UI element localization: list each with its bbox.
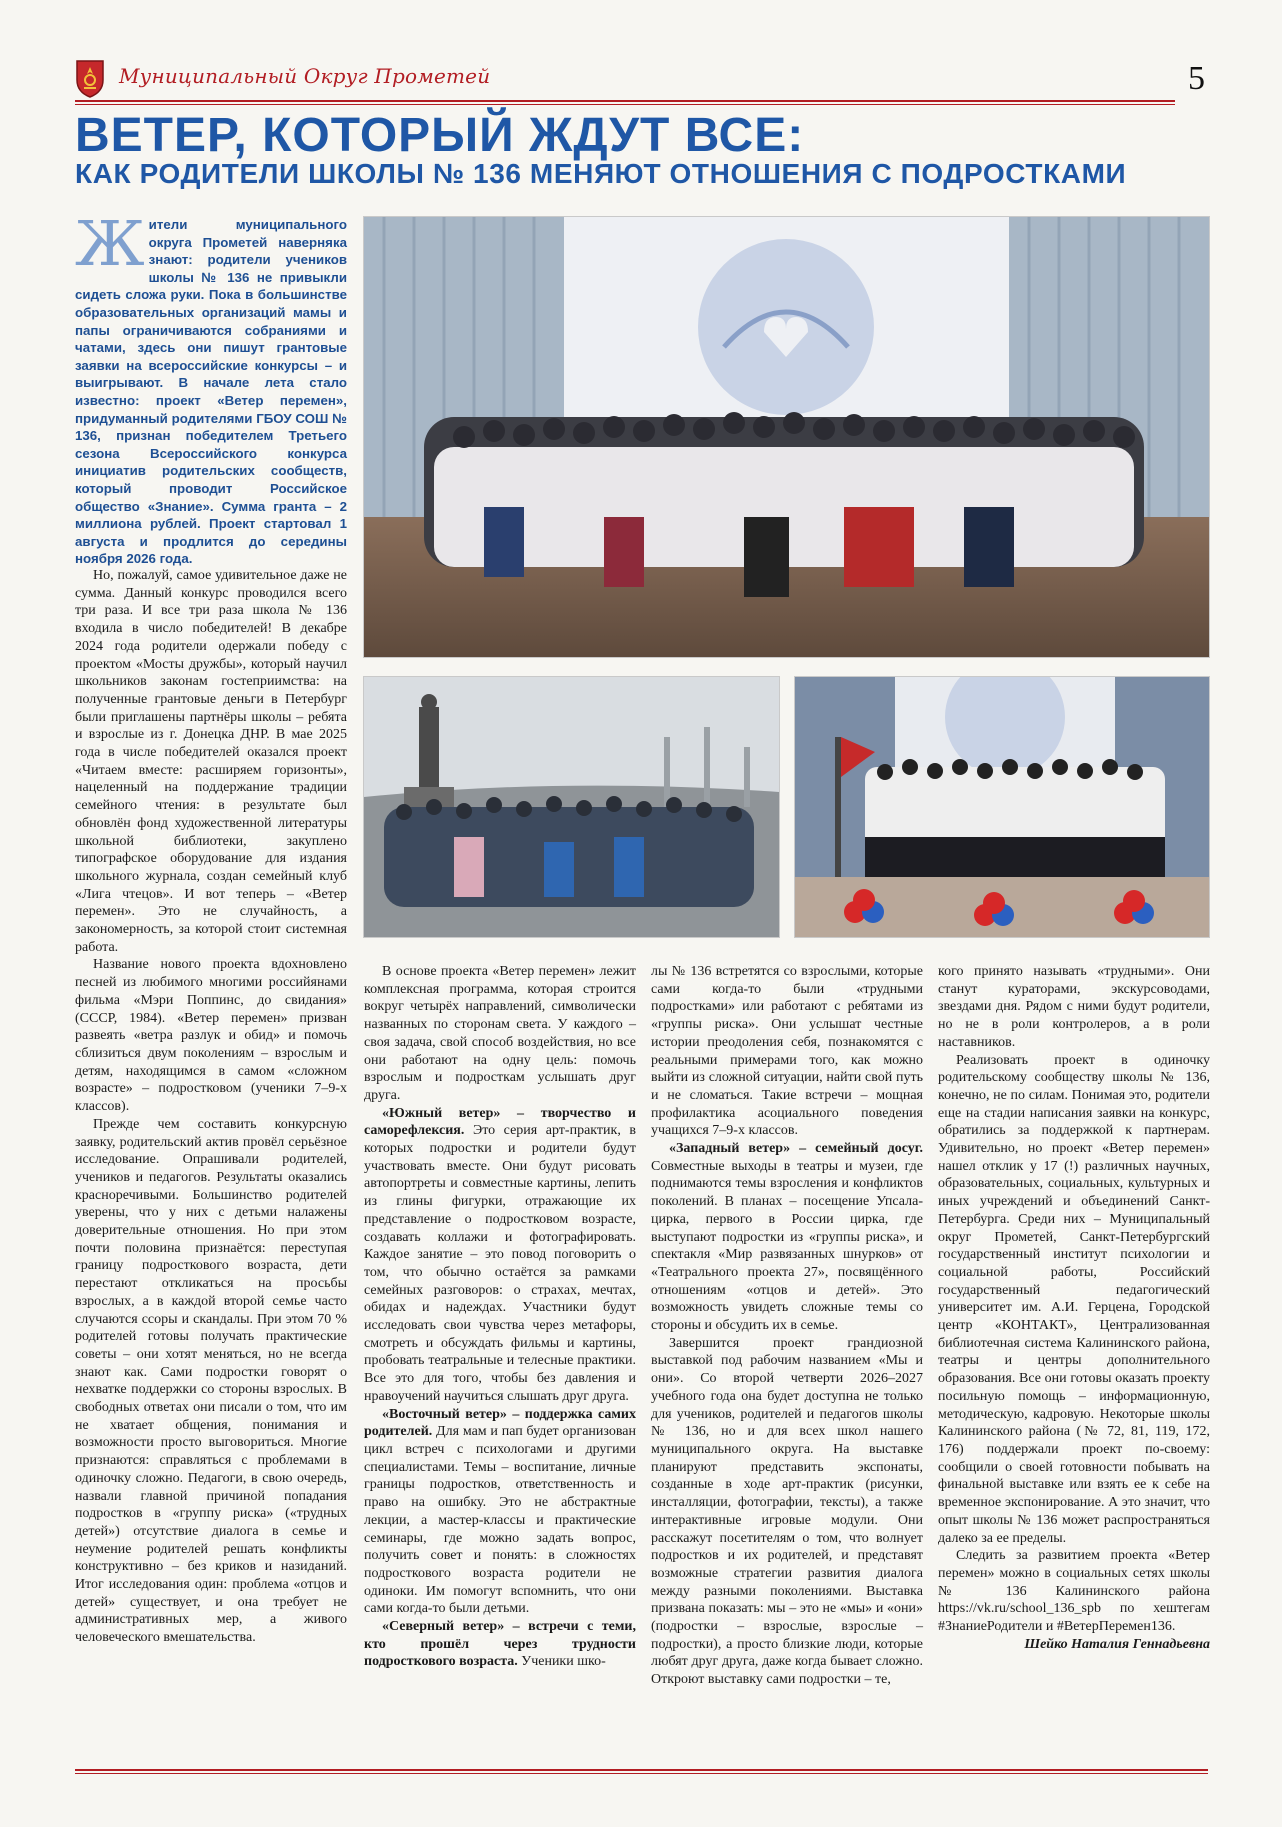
section-lead: «Восточный ветер» – поддержка самих родителей.: [364, 1406, 636, 1440]
author-signature: Шейко Наталия Геннадьевна: [1024, 1636, 1210, 1652]
coat-of-arms-icon: [75, 58, 105, 98]
paragraph-text: Совместные выходы в театры и музеи, где поднимаются темы взросления и конфликтов поколений. В планах – посещение Упсала-цирка, первого в России цирка, где выступают подростки из «группы риска», и спектакля «Мир развязанных шнурков» от «Театрального проекта 27», посвящённого отношениям «отцов и детей». Это возможность увидеть сложные темы со стороны и обсудить их в семье.: [651, 1158, 923, 1334]
footer-rule-thin: [75, 1773, 1208, 1774]
section-lead: «Северный ветер» – встречи с теми, кто прошёл через трудности подросткового возраста.: [364, 1619, 636, 1670]
article-subheadline: КАК РОДИТЕЛИ ШКОЛЫ № 136 МЕНЯЮТ ОТНОШЕНИЯ С ПОДРОСТКАМИ: [75, 158, 1127, 189]
group-photo-stage: [363, 216, 1210, 658]
page-header: [75, 58, 1205, 102]
lead-text: ители муниципального округа Прометей наверняка знают: родители учеников школы № 136 не привыкли сидеть сложа руки. Пока в большинстве образовательных организаций мамы и папы ограничиваются собраниями и чатами, здесь они пишут грантовые заявки на всероссийские конкурсы – и выигрывают. В начале лета стало известно: проект «Ветер перемен», придуманный родителями ГБОУ СОШ № 136, признан победителем Третьего сезона Всероссийского конкурса инициатив родительских сообществ, который проводит Российское общество «Знание». Сумма гранта – 2 миллиона рублей. Проект стартовал 1 августа и продлится до середины ноября 2026 года.: [75, 217, 347, 567]
paragraph-text: Ученики шко-: [517, 1654, 606, 1670]
page-number: 5: [1188, 60, 1205, 97]
photo-group-outdoor: [364, 677, 779, 937]
paragraph: Следить за развитием проекта «Ветер перемен» можно в социальных сетях школы № 136 Калининского района https://vk.ru/school_136_spb по хештегам #ЗнаниеРодители и #ВетерПеремен136.: [938, 1548, 1210, 1635]
paragraph: Реализовать проект в одиночку родительскому сообществу школы № 136, конечно, не по силам. Понимая это, родители еще на стадии написания заявки на конкурс, обратились за поддержкой к партнерам. Удивительно, но проект «Ветер перемен» нашел отклик у 17 (!) различных научных, образовательных, социальных, культурных и иных учреждений и объединений Санкт-Петербурга. Среди них – Муниципальный округ Прометей, Санкт-Петербургский государственный институт психологии и социальной работы, Российский государственный педагогический университет им. А.И. Герцена, Городской центр «КОНТАКТ», Централизованная библиотечная система Калининского района, театры и центры дополнительного образования. Все они готовы оказать проекту посильную помощь – информационную, методическую, кадровую. Некоторые школы Калининского района (№ 72, 81, 119, 172, 176) поддержали проект по-своему: сообщили о своей готовности побывать на финальной выставке или взять ее к себе на временное экспонирование. А это значит, что опыт школы № 136 может распространяться далеко за ее пределы.: [938, 1052, 1210, 1546]
section-lead: «Западный ветер» – семейный досуг.: [669, 1141, 923, 1157]
article-lead: [75, 207, 347, 568]
paragraph: Но, пожалуй, самое удивительное даже не сумма. Данный конкурс проводился всего три раза. И все три раза школа № 136 входила в число победителей! В декабре 2024 года родители одержали победу с проектом «Мосты дружбы», который научил школьников законам гостеприимства: на полученные грантовые деньги в Петербург были приглашены партнёры школы – ребята и взрослые из г. Донецка ДНР. В мае 2025 года в числе победителей оказался проект «Читаем вместе: расширяем горизонты», нацеленный на поддержание традиции семейного чтения: в результате был обновлён фонд художественной литературы школьной библиотеки, закуплено типографское оборудование для издания школьного журнала, создан семейный клуб «Лига чтецов». И вот теперь – «Ветер перемен». Это не случайность, а закономерность, за которой стоит системная работа.: [75, 568, 347, 955]
paragraph: В основе проекта «Ветер перемен» лежит комплексная программа, которая строится вокруг четырёх направлений, символически названных по сторонам света. У каждого – своя задача, свой способ воздействия, но все они работают на одну цель: помочь взрослым и подросткам услышать друг друга.: [364, 964, 636, 1103]
footer-rule: [75, 1769, 1208, 1771]
group-photo-performance: [794, 676, 1210, 938]
drop-cap: Ж: [75, 207, 145, 280]
column-1: [75, 567, 347, 1647]
column-4: [938, 963, 1210, 1653]
photo-group-performance: [795, 677, 1209, 937]
column-3: [651, 963, 923, 1689]
photo-group-stage: [364, 217, 1209, 657]
header-rule-thin: [75, 104, 1175, 105]
paragraph-text: Это серия арт-практик, в которых подростки и родители будут участвовать вместе. Они будут рисовать автопортреты и совместные картины, лепить из глины фигурки, отражающие их представление о подростковом возрасте, создавать коллажи и фотографировать. Каждое занятие – это повод поговорить о том, что обычно остаётся за рамками семейных разговоров: о страхах, мечтах, обидах и надеждах. Участники будут исследовать свои чувства через метафоры, смотреть и обсуждать фильмы и картины, пробовать театральные и телесные практики. Все это для того, чтобы без давления и нравоучений научиться слышать друг друга.: [364, 1123, 636, 1404]
article-headline: ВЕТЕР, КОТОРЫЙ ЖДУТ ВСЕ:: [75, 109, 805, 162]
paragraph: кого принято называть «трудными». Они станут кураторами, экскурсоводами, звездами дня. Рядом с ними будут родители, но не в роли контролеров, а в роли наставников.: [938, 964, 1210, 1050]
paragraph: [651, 1140, 923, 1335]
paragraph-text: Для мам и пап будет организован цикл встреч с психологами и другими специалистами. Темы – воспитание, личные границы подростков, ответственность и право на ошибку. Это не абстрактные лекции, а мастер-классы и практические семинары, где можно задать вопрос, получить совет и понять: в сложностях подросткового возраста родители не одиноки. Им помогут вспомнить, что они сами когда-то были детьми.: [364, 1424, 636, 1617]
paragraph: Прежде чем составить конкурсную заявку, родительский актив провёл серьёзное исследование. Опрашивали родителей, учеников и педагогов. Результаты оказались красноречивыми. Большинство родителей уверены, что у них с детьми налажены доверительные отношения. Но при этом почти половина признаётся: переступая границу подросткового возраста, дети перестают откликаться на просьбы взрослых, а в каждой второй семье часто случаются ссоры и скандалы. При этом 70 % родителей готовы получать практические советы – они хотят меняться, но не всегда знают как. Сами подростки говорят о нехватке поддержки со стороны взрослых. В свободных ответах они писали о том, что им не хватает общения, понимания и возможности просто выговориться. Многие признаются: справляться с проблемами в одиночку сложно. Педагоги, в свою очередь, назвали главной причиной попадания подростков в «группу риска» («трудных детей») отсутствие диалога в семье и неумение родителей решать конфликты конструктивно – без криков и назиданий. Итог исследования один: проблема «отцов и детей» существует, и она требует не административных мер, а живого человеческого вмешательства.: [75, 1116, 347, 1646]
paragraph: [364, 1406, 636, 1618]
column-2: [364, 963, 636, 1671]
header-rule: [75, 100, 1175, 102]
paragraph: Название нового проекта вдохновлено песней из любимого многими российянами фильма «Мэри Поппинс, до свидания» (СССР, 1984). «Ветер перемен» призван развеять «ветра разлук и обид» и помочь сблизиться двум поколениям – взрослым и детям, находящимся в самом «сложном возрасте» – подростковом (ученики 7–9-х классов).: [75, 957, 347, 1115]
section-lead: «Южный ветер» – творчество и саморефлексия.: [364, 1105, 636, 1139]
paragraph: [364, 1618, 636, 1671]
header-title: Муниципальный Округ Прометей: [119, 64, 491, 88]
paragraph: [364, 1105, 636, 1406]
paragraph: Завершится проект грандиозной выставкой под рабочим названием «Мы и они». Со второй четверти 2026–2027 учебного года она будет доступна не только для учеников, родителей и педагогов школы № 136, но и для всех школ нашего муниципального округа. На выставке планируют представить экспонаты, созданные в ходе арт-практик (рисунки, инсталляции, фотографии, тексты), а также интерактивные игровые модули. Они расскажут посетителям о том, что волнует подростков и их родителей, и представят возможные стратегии развития диалога между разными поколениями. Выставка призвана показать: мы – это не «мы» и «они» (подростки – взрослые, взрослые – подростки), а просто близкие люди, которые любят друг друга, даже когда бывает сложно. Откроют выставку сами подростки – те,: [651, 1335, 923, 1688]
group-photo-monument: [363, 676, 780, 938]
paragraph: лы № 136 встретятся со взрослыми, которые сами когда-то были «трудными подростками» или работают с ребятами из «группы риска». Они услышат честные истории преодоления себя, познакомятся с реальными примерами того, как можно выйти из сложной ситуации, найти свой путь и не сломаться. Такие встречи – мощная профилактика асоциального поведения учащихся 7–9-х классов.: [651, 964, 923, 1139]
